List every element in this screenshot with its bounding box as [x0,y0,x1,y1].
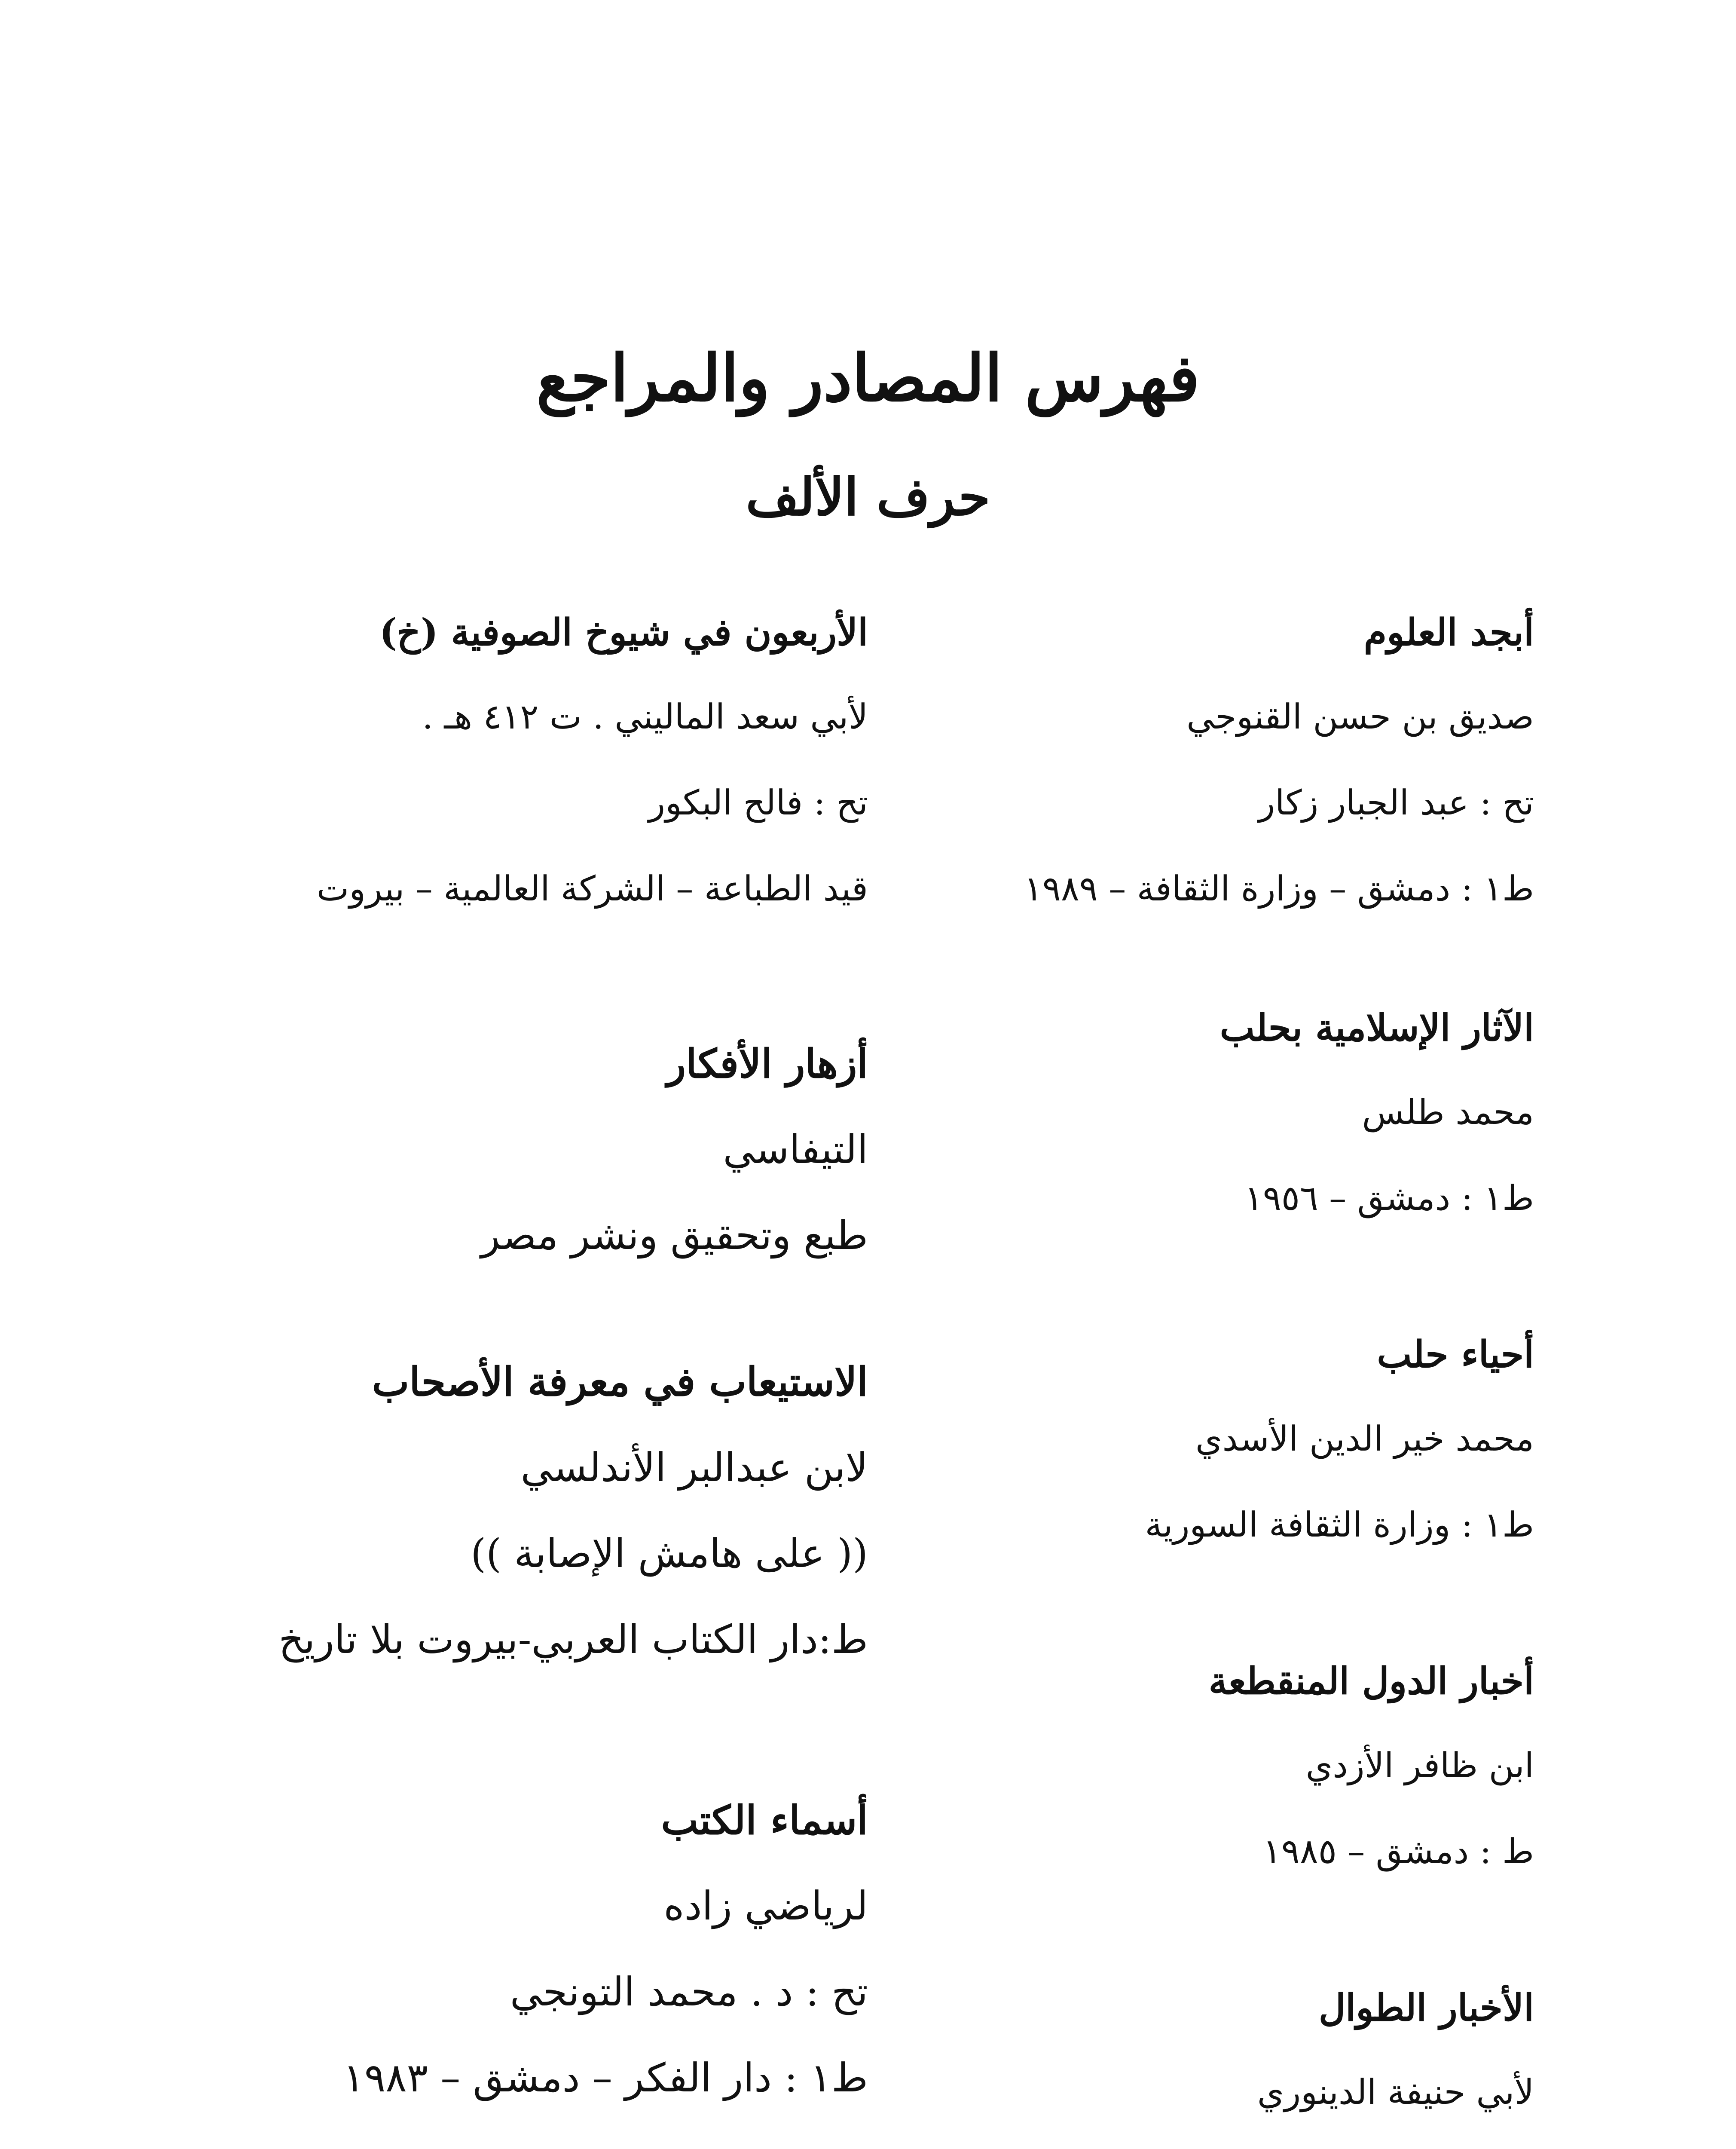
entry-line: لرياضي زاده [663,1883,868,1929]
reference-entry [52,1040,868,1298]
entry-line: ط : دمشق – ١٩٨٥ [1262,1831,1534,1871]
left-column [52,610,868,2140]
reference-entry [761,1332,1534,1590]
entry-line: محمد خير الدين الأسدي [1195,1419,1534,1459]
entry-line: ط١ : دمشق – وزارة الثقافة – ١٩٨٩ [1024,869,1534,909]
reference-entry [52,1797,868,2140]
entry-title: الآثار الإسلامية بحلب [1219,1006,1534,1050]
entry-title: أخبار الدول المنقطعة [1208,1659,1534,1703]
entry-line: طبع وتحقيق ونشر مصر [481,1212,868,1258]
entry-title: الأربعون في شيوخ الصوفية (خ) [379,611,868,654]
right-column [761,610,1534,2149]
entry-line: ط١ : دار الفكر – دمشق – ١٩٨٣ [343,2055,868,2101]
entry-line: صديق بن حسن القنوجي [1186,697,1534,737]
reference-entry [761,1659,1534,1917]
entry-title: أزهار الأفكار [666,1041,868,1087]
reference-entry [761,1006,1534,1264]
entry-line: تح : د . محمد التونجي [510,1969,868,2015]
entry-line: ابن ظافر الأزدي [1305,1745,1534,1785]
page-title: فهرس المصادر والمراجع [536,340,1200,416]
entry-title: الأخبار الطوال [1318,1986,1534,2030]
entry-title: الاستيعاب في معرفة الأصحاب [372,1359,868,1405]
entry-title: أبجد العلوم [1363,611,1534,654]
entry-title: أسماء الكتب [661,1797,868,1843]
entry-line: لأبي سعد الماليني . ت ٤١٢ هـ . [422,697,868,737]
entry-line: لابن عبدالبر الأندلسي [520,1445,868,1491]
entry-line: محمد طلس [1362,1092,1534,1132]
entry-line: ط١ : وزارة الثقافة السورية [1145,1505,1534,1545]
reference-entry [52,1358,868,1702]
section-heading: حرف الألف [746,467,990,527]
entry-line: ط١ : دمشق – ١٩٥٦ [1244,1178,1534,1218]
reference-entry [761,1986,1534,2149]
entry-line: ط:دار الكتاب العربي-بيروت بلا تاريخ [278,1616,868,1662]
entry-title: أحياء حلب [1377,1333,1534,1376]
entry-line: التيفاسي [723,1127,868,1172]
entry-line: تح : فالح البكور [648,783,868,823]
entry-line: قيد الطباعة – الشركة العالمية – بيروت [316,869,868,909]
entry-line: تح : عبد الجبار زكار [1258,783,1534,823]
entry-line: لأبي حنيفة الدينوري [1257,2072,1534,2112]
entry-line: (( على هامش الإصابة )) [471,1531,868,1577]
reference-entry [761,610,1534,954]
reference-entry [52,610,868,954]
